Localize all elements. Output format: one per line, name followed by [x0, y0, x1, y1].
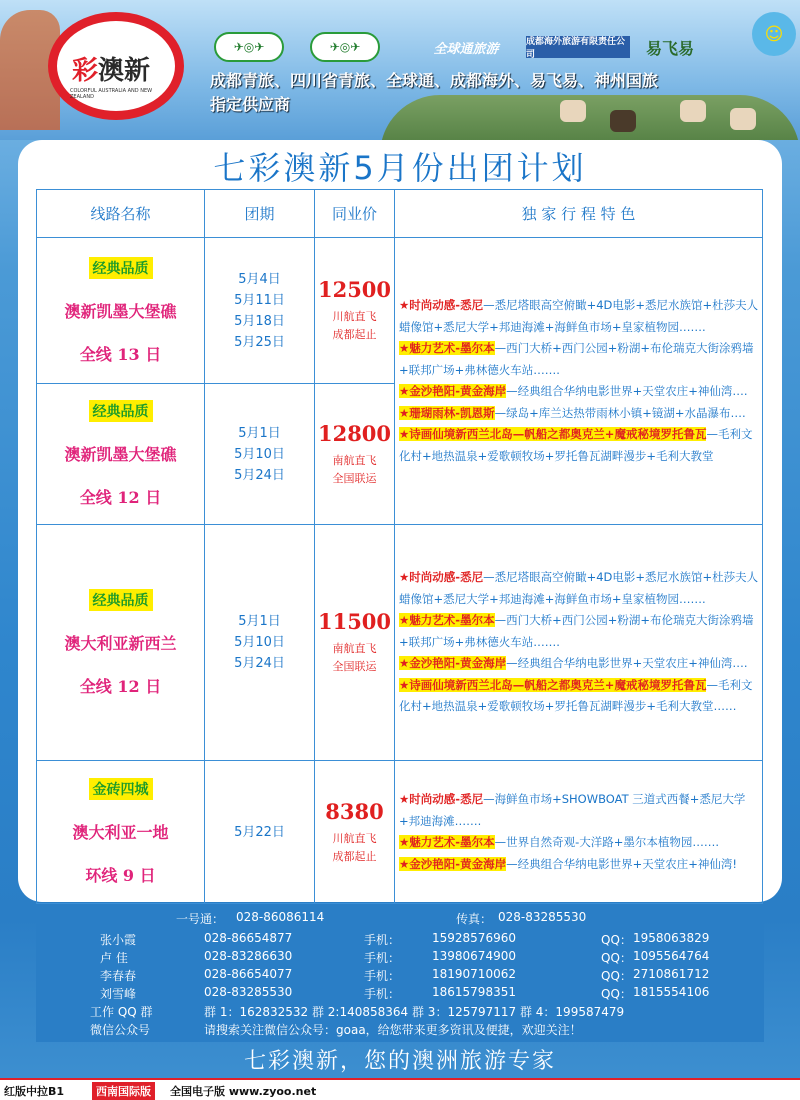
flight-note: 南航直飞 全国联运: [332, 453, 377, 485]
route-tag: 经典品质: [89, 400, 153, 422]
mobile-label: 手机：: [364, 951, 401, 965]
partner-logo-cyts-chengdu: ✈◎✈: [214, 32, 284, 62]
departure-date: 5月25日: [234, 334, 285, 350]
flight-note: 川航直飞 成都起止: [332, 310, 377, 341]
feature-item: ★金沙艳阳-黄金海岸—经典组合华纳电影世界+天堂农庄+神仙湾….: [399, 656, 748, 671]
edition-badge: 西南国际版: [92, 1082, 155, 1100]
route-name: 澳新凯墨大堡礁: [64, 445, 177, 464]
flight-note: 川航直飞 成都起止: [332, 831, 377, 863]
website-label: 全国电子版 www.zyoo.net: [170, 1085, 317, 1098]
qq-label: QQ：: [601, 933, 632, 947]
qq-groups-row: [36, 1003, 764, 1020]
contact-block: [36, 906, 764, 1042]
suppliers-list: 成都青旅、四川省青旅、全球通、成都海外、易飞易、神州国旅: [210, 71, 659, 90]
table-row: [37, 525, 763, 761]
mobile-label: 手机：: [364, 933, 401, 947]
brand-logo: 彩澳新: [72, 56, 151, 86]
feature-item: ★金沙艳阳-黄金海岸—经典组合华纳电影世界+天堂农庄+神仙湾!: [399, 856, 737, 871]
trade-price: 11500: [317, 609, 392, 634]
alpaca-image: [560, 100, 586, 122]
contact-name: 李春春: [100, 969, 137, 983]
table-header-row: [37, 190, 763, 238]
contact-name: 卢 佳: [100, 951, 128, 965]
mobile-label: 手机：: [364, 969, 401, 983]
brand-logo-subtitle: COLORFUL AUSTRALIA AND NEW ZEALAND: [70, 88, 153, 100]
trade-price: 12500: [317, 277, 392, 302]
departure-date: 5月11日: [234, 292, 285, 308]
alpaca-image: [680, 100, 706, 122]
hotline-number: 028-86086114: [236, 910, 325, 924]
feature-item: ★时尚动感-悉尼—悉尼塔眼高空俯瞰+4D电影+悉尼水族馆+杜莎夫人蜡像馆+悉尼大学+邦迪海滩+海鲜鱼市场+皇家植物园…….: [399, 298, 759, 334]
price-cell: [315, 525, 395, 761]
column-header-dates: 团期: [205, 190, 315, 238]
partner-logo-mascot-icon: ☺: [752, 12, 796, 56]
column-header-route: 线路名称: [37, 190, 205, 238]
route-days: 全线 13 日: [79, 344, 162, 364]
route-cell: [37, 238, 205, 384]
route-days: 环线 9 日: [85, 866, 156, 885]
partner-logo-cyts-sichuan: ✈◎✈: [310, 32, 380, 62]
designated-supplier-label: 指定供应商: [210, 95, 291, 114]
contact-name: 张小霞: [100, 933, 137, 947]
features-cell: [395, 761, 763, 904]
contact-tel: 028-86654077: [204, 967, 293, 981]
trade-price: 8380: [325, 798, 384, 824]
contact-tel: 028-83285530: [204, 985, 293, 999]
departure-date: 5月10日: [234, 446, 285, 462]
contact-mobile: 18190710062: [432, 967, 516, 981]
flight-note: 南航直飞 全国联运: [332, 642, 377, 673]
price-cell: [315, 761, 395, 904]
departure-date: 5月1日: [238, 425, 281, 441]
departure-date: 5月10日: [234, 635, 285, 650]
column-header-price: 同业价: [315, 190, 395, 238]
dates-cell: [205, 525, 315, 761]
contact-mobile: 13980674900: [432, 949, 516, 963]
departure-date: 5月1日: [238, 614, 281, 629]
hotline-label: 一号通：: [176, 912, 225, 926]
route-name: 澳大利亚新西兰: [64, 633, 177, 653]
qq-group-label: 工作 QQ 群: [90, 1005, 153, 1019]
contact-tel: 028-83286630: [204, 949, 293, 963]
fax-label: 传真：: [456, 912, 493, 926]
contact-row: [36, 967, 764, 984]
features-cell: [395, 525, 763, 761]
route-days: 全线 12 日: [79, 488, 162, 507]
column-header-features: 独 家 行 程 特 色: [395, 190, 763, 238]
departure-date: 5月18日: [234, 313, 285, 329]
table-row: [37, 761, 763, 904]
qq-label: QQ：: [601, 951, 632, 965]
departure-date: 5月24日: [234, 467, 285, 483]
contact-row: [36, 931, 764, 948]
feature-item: ★魅力艺术-墨尔本—西门大桥+西门公园+粉湖+布伦瑞克大街涂鸦墙+联邦广场+弗林德火车站…….: [399, 341, 754, 377]
features-cell: [395, 238, 763, 525]
feature-item: ★魅力艺术-墨尔本—西门大桥+西门公园+粉湖+布伦瑞克大街涂鸦墙+联邦广场+弗林德火车站…….: [399, 613, 754, 649]
alpaca-image: [730, 108, 756, 130]
slogan: 七彩澳新，您的澳洲旅游专家: [243, 1049, 556, 1074]
route-tag: 经典品质: [89, 257, 153, 279]
page-section-label: 红版中拉B1: [4, 1085, 65, 1098]
route-cell: [37, 525, 205, 761]
page-title: 七彩澳新5月份出团计划: [213, 149, 587, 187]
trade-price: 12800: [317, 420, 392, 446]
feature-item: ★时尚动感-悉尼—海鲜鱼市场+SHOWBOAT 三道式西餐+悉尼大学+邦迪海滩…….: [399, 792, 746, 828]
route-tag: 经典品质: [89, 589, 153, 611]
dates-cell: [205, 761, 315, 904]
contact-qq: 2710861712: [633, 967, 710, 981]
contact-mobile: 15928576960: [432, 931, 516, 945]
route-cell: [37, 384, 205, 525]
partner-logo-quanqiutong: 全球通旅游: [433, 41, 499, 57]
contact-row: [36, 949, 764, 966]
contact-qq: 1958063829: [633, 931, 710, 945]
alpaca-image: [610, 110, 636, 132]
contact-name: 刘雪峰: [100, 987, 137, 1001]
departure-date: 5月24日: [234, 656, 285, 671]
route-tag: 金砖四城: [89, 778, 153, 800]
contact-row: [36, 985, 764, 1002]
contact-qq: 1095564764: [633, 949, 710, 963]
table-row: [37, 238, 763, 384]
contact-tel: 028-86654877: [204, 931, 293, 945]
departure-date: 5月4日: [238, 271, 281, 287]
feature-item: ★时尚动感-悉尼—悉尼塔眼高空俯瞰+4D电影+悉尼水族馆+杜莎夫人蜡像馆+悉尼大学+邦迪海滩+海鲜鱼市场+皇家植物园…….: [399, 570, 759, 606]
partner-logo-chengdu-overseas: 成都海外旅游有限责任公司: [526, 36, 630, 58]
hotline-row: [36, 910, 764, 927]
partner-logo-yifeiyi: 易飞易: [645, 38, 694, 58]
wechat-row: [36, 1021, 764, 1038]
qq-label: QQ：: [601, 987, 632, 1001]
route-name: 澳新凯墨大堡礁: [64, 301, 177, 321]
feature-item: ★金沙艳阳-黄金海岸—经典组合华纳电影世界+天堂农庄+神仙湾….: [399, 384, 748, 398]
wechat-label: 微信公众号: [90, 1023, 151, 1037]
departure-date: 5月22日: [234, 824, 285, 840]
header-banner: [0, 0, 800, 140]
feature-item: ★诗画仙境新西兰北岛—帆船之都奥克兰+魔戒秘境罗托鲁瓦—毛利文化村+地热温泉+爱歌顿牧场+罗托鲁瓦湖畔漫步+毛利大教堂……: [399, 677, 753, 714]
price-cell: [315, 238, 395, 384]
dates-cell: [205, 238, 315, 384]
mobile-label: 手机：: [364, 987, 401, 1001]
tour-schedule-table: [36, 189, 763, 904]
contact-mobile: 18615798351: [432, 985, 516, 999]
wechat-text: 请搜索关注微信公众号：goaa，给您带来更多资讯及便捷，欢迎关注！: [204, 1023, 582, 1037]
fax-number: 028-83285530: [498, 910, 587, 924]
dates-cell: [205, 384, 315, 525]
price-cell: [315, 384, 395, 525]
contact-qq: 1815554106: [633, 985, 710, 999]
feature-item: ★珊瑚雨林-凯恩斯—绿岛+库兰达热带雨林小镇+镜湖+水晶瀑布….: [399, 405, 746, 420]
route-cell: [37, 761, 205, 904]
route-days: 全线 12 日: [79, 676, 162, 696]
qq-label: QQ：: [601, 969, 632, 983]
page-footer: [0, 1080, 800, 1100]
feature-item: ★诗画仙境新西兰北岛—帆船之都奥克兰+魔戒秘境罗托鲁瓦—毛利文化村+地热温泉+爱歌顿牧场+罗托鲁瓦湖畔漫步+毛利大教堂: [399, 427, 753, 463]
feature-item: ★魅力艺术-墨尔本—世界自然奇观-大洋路+墨尔本植物园…….: [399, 835, 720, 849]
qq-groups: 群 1：162832532 群 2:140858364 群 3：125797117 群 4：199587479: [204, 1005, 625, 1019]
route-name: 澳大利亚一地: [72, 823, 169, 842]
